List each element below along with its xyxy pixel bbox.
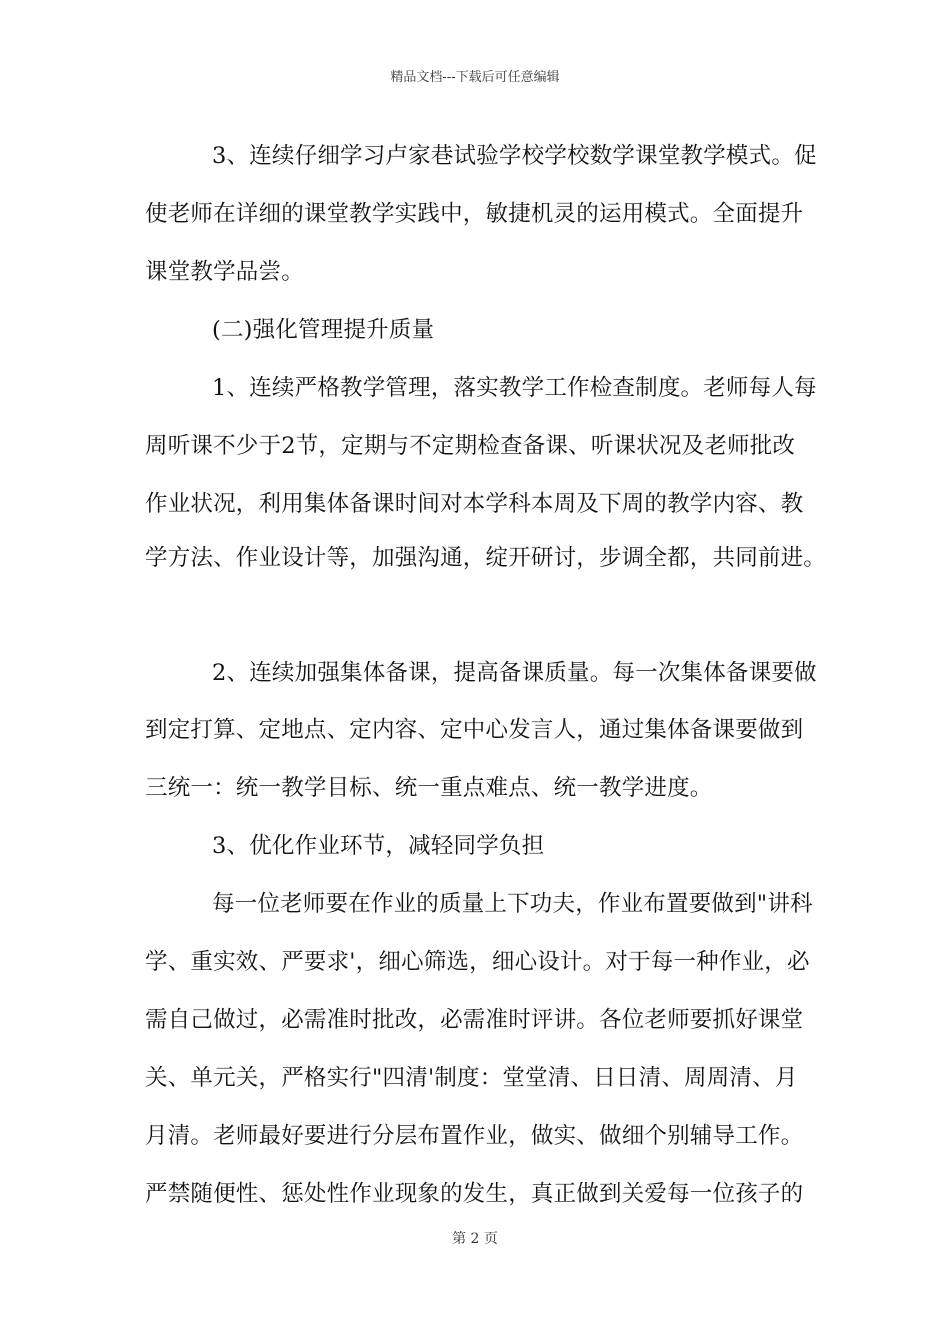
page-number: 第 2 页 (452, 1231, 498, 1247)
page-header: 精品文档---下载后可任意编辑 (390, 70, 560, 85)
paragraph-line: 学、重实效、严要求'，细心筛选，细心设计。对于每一种作业，必 (145, 949, 810, 975)
paragraph-line: 关、单元关，严格实行"四清'制度：堂堂清、日日清、周周清、月 (145, 1065, 798, 1091)
section-heading: (二)强化管理提升质量 (212, 317, 435, 343)
paragraph-line: 1、连续严格教学管理，落实教学工作检查制度。老师每人每 (212, 375, 817, 401)
paragraph-line: 课堂教学品尝。 (145, 259, 304, 285)
paragraph-line: 到定打算、定地点、定内容、定中心发言人，通过集体备课要做到 (145, 717, 804, 743)
paragraph-line: 周听课不少于2节，定期与不定期检查备课、听课状况及老师批改 (145, 433, 796, 459)
paragraph-line: 三统一：统一教学目标、统一重点难点、统一教学进度。 (145, 775, 713, 801)
paragraph-line: 2、连续加强集体备课，提高备课质量。每一次集体备课要做 (212, 660, 817, 686)
section-heading: 3、优化作业环节，减轻同学负担 (212, 833, 545, 859)
paragraph-line: 每一位老师要在作业的质量上下功夫，作业布置要做到"讲科 (212, 891, 813, 917)
paragraph-line: 作业状况，利用集体备课时间对本学科本周及下周的教学内容、教 (145, 491, 804, 517)
paragraph-line: 3、连续仔细学习卢家巷试验学校学校数学课堂教学模式。促 (212, 143, 817, 169)
paragraph-line: 严禁随便性、惩处性作业现象的发生，真正做到关爱每一位孩子的 (145, 1181, 804, 1207)
paragraph-line: 月清。老师最好要进行分层布置作业，做实、做细个别辅导工作。 (145, 1123, 804, 1149)
paragraph-line: 使老师在详细的课堂教学实践中，敏捷机灵的运用模式。全面提升 (145, 201, 804, 227)
paragraph-line: 需自己做过，必需准时批改，必需准时评讲。各位老师要抓好课堂 (145, 1007, 804, 1033)
paragraph-line: 学方法、作业设计等，加强沟通，绽开研讨，步调全都，共同前进。 (145, 545, 827, 571)
